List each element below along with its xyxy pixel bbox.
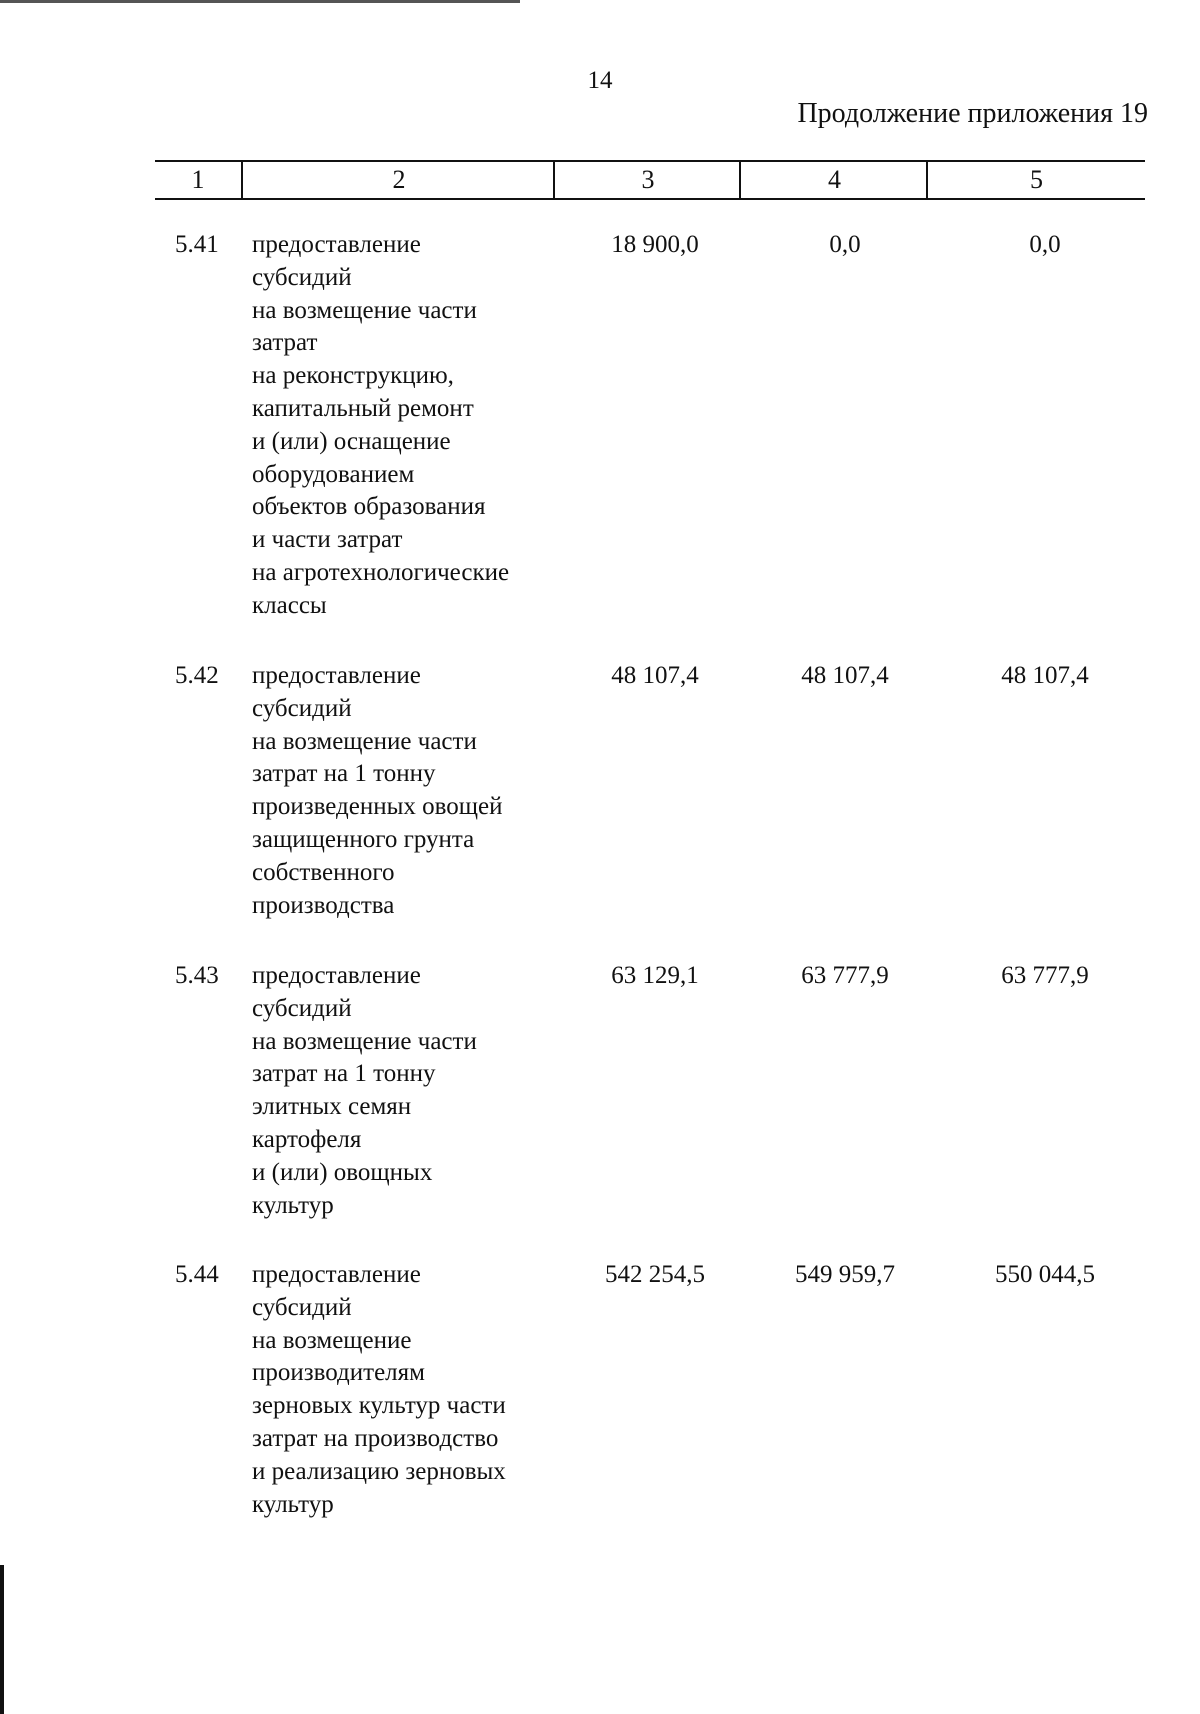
value-col3: 63 129,1 bbox=[611, 962, 699, 989]
description-line: собственного bbox=[252, 858, 395, 886]
description-line: производителям bbox=[252, 1359, 425, 1387]
description-line: произведенных овощей bbox=[252, 793, 503, 821]
description-line: картофеля bbox=[252, 1125, 362, 1153]
row-description bbox=[252, 1259, 562, 1521]
header-cell-3: 3 bbox=[553, 162, 741, 198]
description-line: предоставление bbox=[252, 231, 421, 258]
value-col4: 549 959,7 bbox=[795, 1261, 895, 1288]
description-line: затрат на производство bbox=[252, 1424, 499, 1452]
page-number: 14 bbox=[587, 67, 613, 94]
value-col3: 48 107,4 bbox=[611, 662, 699, 689]
description-line: классы bbox=[252, 591, 327, 619]
description-line: затрат на 1 тонну bbox=[252, 760, 436, 788]
description-line: предоставление bbox=[252, 662, 421, 689]
description-line: на возмещение части bbox=[252, 296, 477, 324]
description-line: элитных семян bbox=[252, 1093, 412, 1121]
row-description bbox=[252, 660, 562, 922]
value-col5: 48 107,4 bbox=[1001, 662, 1089, 689]
description-line: субсидий bbox=[252, 263, 352, 291]
table-header bbox=[155, 160, 1145, 200]
description-line: и (или) оснащение bbox=[252, 427, 451, 455]
description-line: затрат на 1 тонну bbox=[252, 1060, 436, 1088]
description-line: культур bbox=[252, 1191, 334, 1219]
row-id: 5.42 bbox=[175, 662, 219, 689]
description-line: капитальный ремонт bbox=[252, 394, 474, 422]
row-description bbox=[252, 229, 562, 623]
header-cell-2: 2 bbox=[241, 162, 555, 198]
value-col3: 542 254,5 bbox=[605, 1261, 705, 1288]
description-line: объектов образования bbox=[252, 493, 486, 521]
row-id: 5.43 bbox=[175, 962, 219, 989]
description-line: оборудованием bbox=[252, 460, 415, 488]
description-line: предоставление bbox=[252, 1261, 421, 1288]
value-col5: 550 044,5 bbox=[995, 1261, 1095, 1288]
description-line: субсидий bbox=[252, 994, 352, 1022]
row-description bbox=[252, 960, 562, 1222]
description-line: субсидий bbox=[252, 694, 352, 722]
value-col4: 0,0 bbox=[829, 231, 861, 258]
header-cell-5: 5 bbox=[926, 162, 1145, 198]
description-line: на возмещение части bbox=[252, 727, 477, 755]
scan-left-edge bbox=[0, 1565, 4, 1714]
description-line: на возмещение части bbox=[252, 1027, 477, 1055]
header-cell-4: 4 bbox=[739, 162, 928, 198]
description-line: зерновых культур части bbox=[252, 1392, 506, 1420]
description-line: на возмещение bbox=[252, 1326, 412, 1354]
value-col5: 0,0 bbox=[1029, 231, 1061, 258]
description-line: предоставление bbox=[252, 962, 421, 989]
description-line: производства bbox=[252, 891, 395, 919]
description-line: субсидий bbox=[252, 1293, 352, 1321]
description-line: на агротехнологические bbox=[252, 558, 510, 586]
description-line: на реконструкцию, bbox=[252, 362, 454, 390]
value-col4: 48 107,4 bbox=[801, 662, 889, 689]
description-line: затрат bbox=[252, 329, 318, 357]
value-col3: 18 900,0 bbox=[611, 231, 699, 258]
description-line: защищенного грунта bbox=[252, 825, 475, 853]
scan-top-line bbox=[0, 0, 520, 3]
description-line: и части затрат bbox=[252, 526, 403, 554]
row-id: 5.41 bbox=[175, 231, 219, 258]
description-line: и реализацию зерновых bbox=[252, 1457, 506, 1485]
value-col5: 63 777,9 bbox=[1001, 962, 1089, 989]
row-id: 5.44 bbox=[175, 1261, 219, 1288]
description-line: культур bbox=[252, 1490, 334, 1518]
header-cell-1: 1 bbox=[191, 165, 205, 194]
value-col4: 63 777,9 bbox=[801, 962, 889, 989]
continuation-label: Продолжение приложения 19 bbox=[797, 98, 1148, 129]
description-line: и (или) овощных bbox=[252, 1158, 433, 1186]
